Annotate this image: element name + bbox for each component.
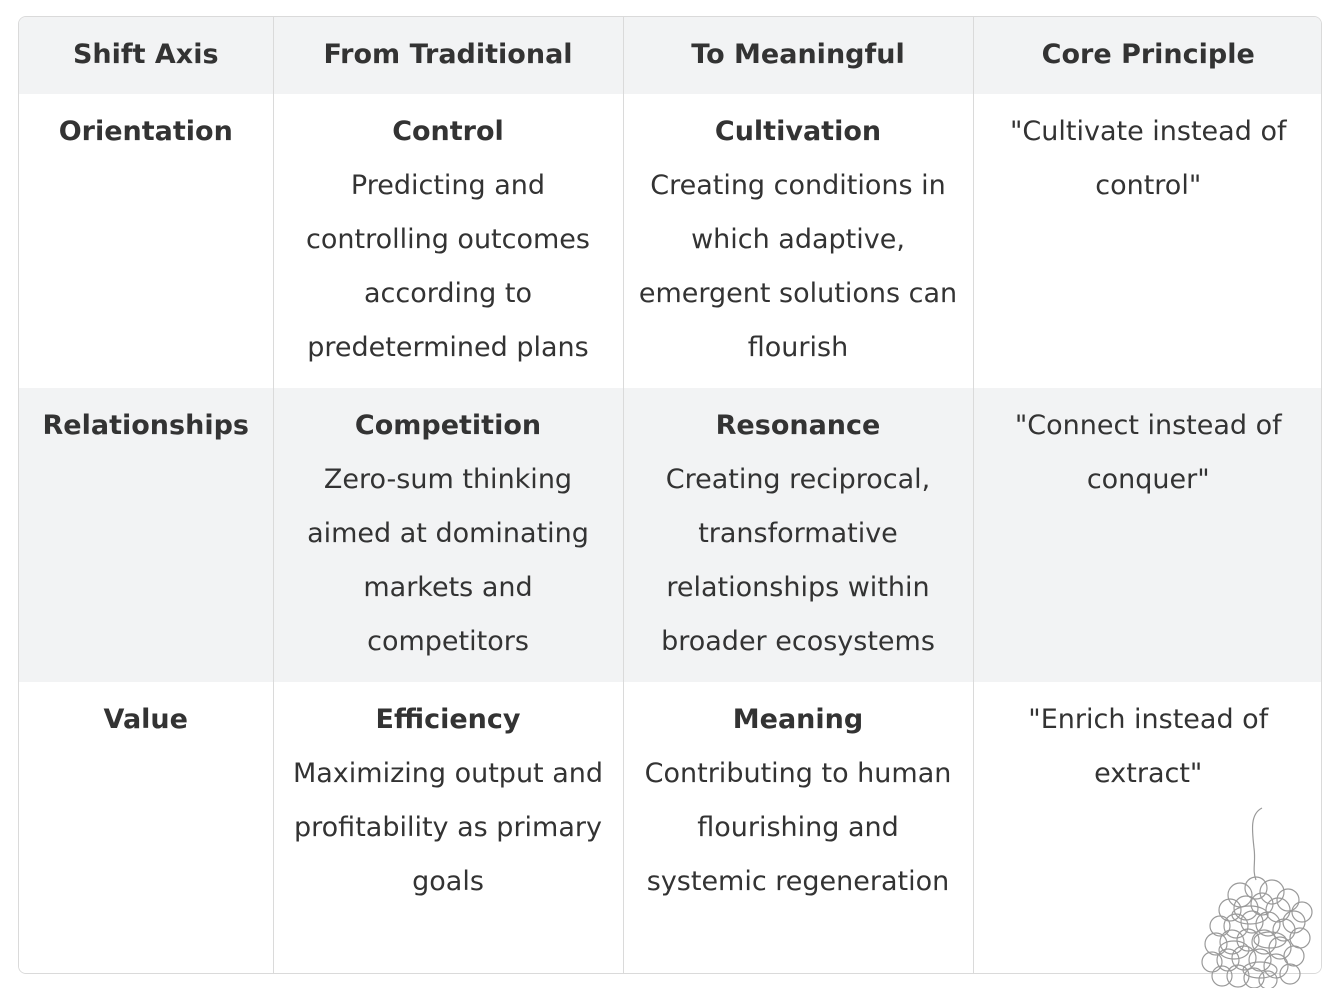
core-principle-text: "Cultivate instead of control" xyxy=(1010,116,1287,201)
table-row xyxy=(19,682,1322,974)
table-header-row xyxy=(19,17,1322,94)
shift-comparison-table xyxy=(19,17,1322,974)
to-term: Resonance xyxy=(715,410,881,441)
to-cell xyxy=(623,388,973,682)
table-row xyxy=(19,388,1322,682)
from-cell xyxy=(273,682,623,974)
axis-cell xyxy=(19,94,273,388)
scribble-ball-icon xyxy=(1190,800,1330,988)
to-cell xyxy=(623,682,973,974)
from-term: Efficiency xyxy=(375,704,521,735)
header-core-principle: Core Principle xyxy=(973,17,1322,94)
header-to-meaningful: To Meaningful xyxy=(623,17,973,94)
header-from-traditional: From Traditional xyxy=(273,17,623,94)
core-principle-text: "Connect instead of conquer" xyxy=(1014,410,1282,495)
axis-cell xyxy=(19,388,273,682)
axis-label: Relationships xyxy=(42,410,249,441)
comparison-table-container xyxy=(18,16,1322,974)
from-cell xyxy=(273,388,623,682)
header-shift-axis: Shift Axis xyxy=(72,38,219,70)
axis-cell xyxy=(19,682,273,974)
to-term: Meaning xyxy=(732,704,864,735)
principle-cell xyxy=(973,388,1322,682)
to-description: Contributing to human flourishing and systemic regeneration xyxy=(644,758,952,897)
from-description: Maximizing output and profitability as primary goals xyxy=(292,758,604,897)
table-row xyxy=(19,94,1322,388)
from-description: Zero-sum thinking aimed at dominating markets and competitors xyxy=(307,464,589,657)
to-description: Creating reciprocal, transformative relationships within broader ecosystems xyxy=(661,464,935,657)
from-description: Predicting and controlling outcomes according to predetermined plans xyxy=(306,170,590,363)
principle-cell xyxy=(973,94,1322,388)
from-term: Control xyxy=(392,116,504,147)
axis-label: Orientation xyxy=(58,116,233,147)
to-term: Cultivation xyxy=(714,116,882,147)
core-principle-text: "Enrich instead of extract" xyxy=(1028,704,1269,789)
from-cell xyxy=(273,94,623,388)
from-term: Competition xyxy=(354,410,542,441)
axis-label: Value xyxy=(103,704,188,735)
to-description: Creating conditions in which adaptive, emergent solutions can flourish xyxy=(638,170,958,363)
to-cell xyxy=(623,94,973,388)
